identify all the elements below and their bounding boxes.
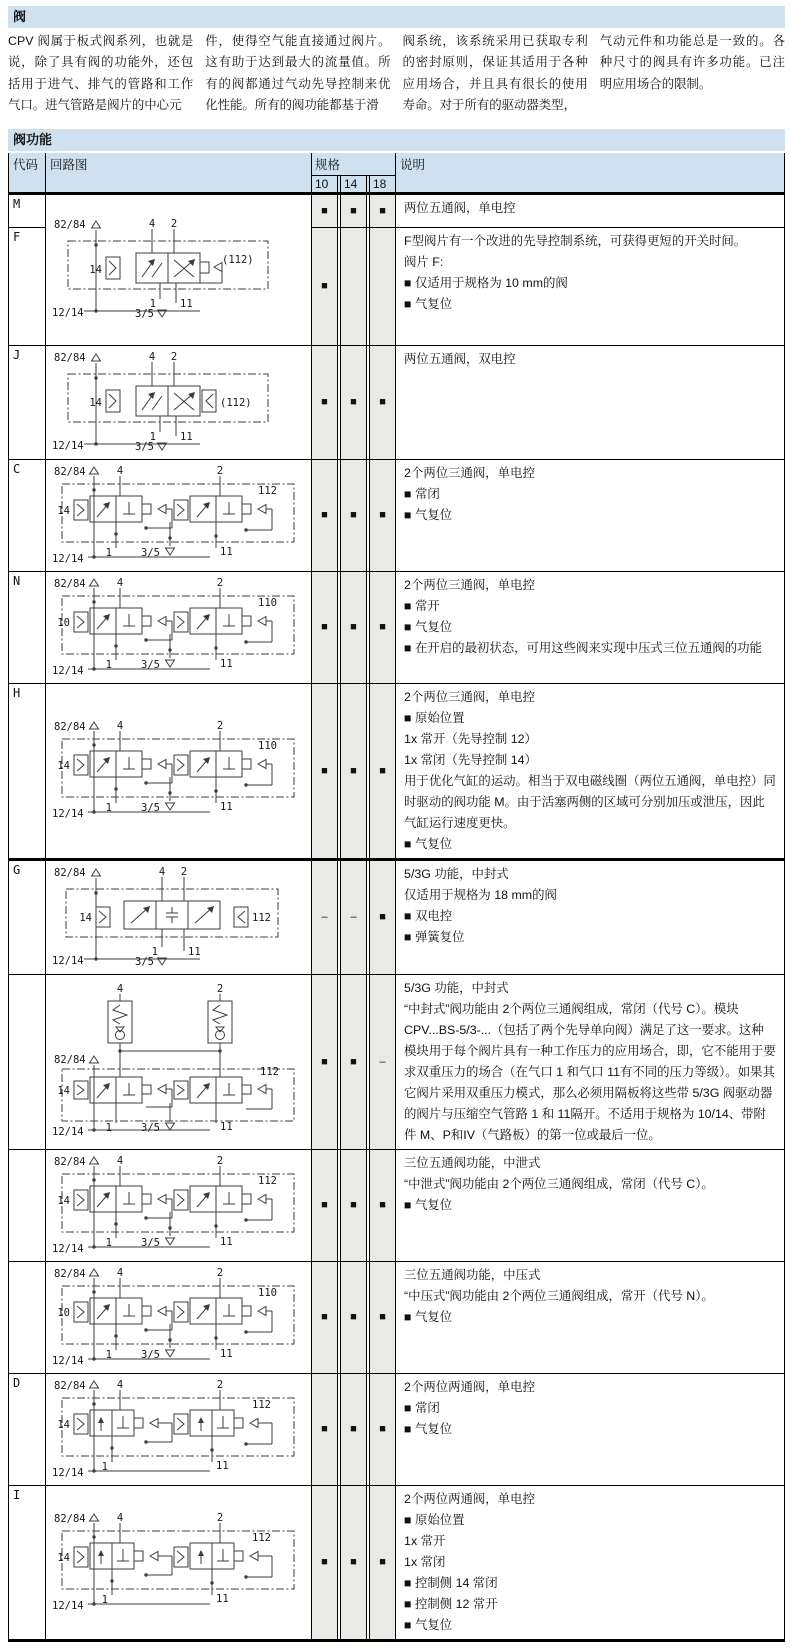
svg-text:82/84: 82/84 bbox=[54, 577, 86, 590]
circuit-diagram bbox=[46, 1373, 312, 1485]
desc-line: 仅适用于规格为 18 mm的阀 bbox=[404, 887, 557, 902]
valve-row-C bbox=[9, 459, 785, 571]
desc-line: “中泄式”阀功能由 2个两位三通阀组成，常闭（代号 C）。 bbox=[404, 1176, 714, 1191]
svg-text:4: 4 bbox=[116, 983, 124, 996]
svg-text:3/5: 3/5 bbox=[141, 1348, 160, 1361]
svg-text:2: 2 bbox=[216, 1154, 224, 1167]
spec-size-14: ■ bbox=[341, 571, 367, 683]
svg-text:3/5: 3/5 bbox=[135, 955, 154, 967]
svg-text:3/5: 3/5 bbox=[141, 658, 160, 671]
row-description bbox=[396, 1149, 785, 1261]
desc-line: 1x 常开（先导控制 12） bbox=[404, 731, 537, 746]
circuit-diagram bbox=[46, 683, 312, 859]
svg-text:2: 2 bbox=[216, 1378, 224, 1391]
svg-text:11: 11 bbox=[220, 545, 233, 558]
circuit-diagram bbox=[46, 459, 312, 571]
desc-line: ■ 气复位 bbox=[404, 507, 453, 522]
desc-line: ■ 气复位 bbox=[404, 1309, 453, 1324]
svg-text:12/14: 12/14 bbox=[52, 439, 84, 452]
circuit-diagram-svg bbox=[50, 1376, 306, 1478]
desc-line: ■ 常闭 bbox=[404, 486, 440, 501]
desc-line: ■ 常闭 bbox=[404, 1400, 440, 1415]
svg-text:11: 11 bbox=[188, 945, 201, 958]
spec-size-18: ■ bbox=[370, 459, 396, 571]
svg-text:82/84: 82/84 bbox=[54, 866, 86, 879]
svg-text:112: 112 bbox=[252, 911, 271, 924]
desc-line: 三位五通阀功能，中压式 bbox=[404, 1267, 541, 1282]
spec-size-14: ■ bbox=[341, 193, 367, 227]
circuit-diagram bbox=[46, 1261, 312, 1373]
svg-text:14: 14 bbox=[79, 911, 92, 924]
circuit-diagram bbox=[46, 571, 312, 683]
spec-size-14: ■ bbox=[341, 1149, 367, 1261]
svg-text:(112): (112) bbox=[222, 254, 254, 267]
svg-text:11: 11 bbox=[220, 657, 233, 670]
desc-line: 用于优化气缸的运动。相当于双电磁线圈（两位五通阀，单电控）同时驱动的阀功能 M。由于活塞两侧的区域可分别加压或泄压，因此气缸运行速度更快。 bbox=[404, 773, 776, 830]
svg-text:3/5: 3/5 bbox=[141, 1122, 160, 1135]
desc-line: F型阀片有一个改进的先导控制系统，可获得更短的开关时间。 bbox=[404, 233, 747, 248]
svg-text:11: 11 bbox=[180, 430, 193, 443]
desc-line: 2个两位三通阀，单电控 bbox=[404, 465, 535, 480]
svg-text:11: 11 bbox=[220, 1235, 233, 1248]
desc-line: 5/3G 功能，中封式 bbox=[404, 980, 509, 995]
spec-size-14: ■ bbox=[341, 459, 367, 571]
desc-line: ■ 气复位 bbox=[404, 836, 453, 851]
desc-line: 1x 常闭 bbox=[404, 1554, 446, 1569]
desc-line: 阀片 F: bbox=[404, 254, 444, 269]
row-code: M bbox=[9, 193, 46, 227]
row-description bbox=[396, 227, 785, 345]
svg-text:1: 1 bbox=[151, 945, 158, 958]
row-description bbox=[396, 683, 785, 859]
circuit-diagram-svg bbox=[50, 1509, 306, 1611]
svg-text:14: 14 bbox=[57, 1085, 70, 1098]
svg-text:14: 14 bbox=[57, 760, 70, 773]
svg-text:2: 2 bbox=[216, 1511, 224, 1524]
spec-size-18: ■ bbox=[370, 1261, 396, 1373]
svg-text:12/14: 12/14 bbox=[52, 1354, 84, 1366]
svg-text:11: 11 bbox=[220, 1121, 233, 1134]
svg-text:14: 14 bbox=[57, 504, 70, 517]
spec-size-10: ■ bbox=[312, 227, 338, 345]
circuit-diagram-svg bbox=[50, 1264, 306, 1366]
row-description bbox=[396, 571, 785, 683]
svg-text:110: 110 bbox=[258, 1286, 277, 1299]
svg-text:1: 1 bbox=[105, 1122, 112, 1135]
svg-text:82/84: 82/84 bbox=[54, 1379, 86, 1392]
spec-size-18: ■ bbox=[370, 1149, 396, 1261]
desc-line: 2个两位两通阀，单电控 bbox=[404, 1379, 535, 1394]
svg-text:12/14: 12/14 bbox=[52, 1599, 84, 1611]
row-description bbox=[396, 459, 785, 571]
row-code: I bbox=[9, 1485, 46, 1640]
row-code bbox=[9, 1261, 46, 1373]
desc-line: 2个两位三通阀，单电控 bbox=[404, 689, 535, 704]
desc-line: ■ 常开 bbox=[404, 598, 440, 613]
svg-text:112: 112 bbox=[252, 1398, 271, 1411]
desc-line: ■ 控制侧 14 常闭 bbox=[404, 1575, 498, 1590]
svg-text:12/14: 12/14 bbox=[52, 307, 84, 320]
svg-text:4: 4 bbox=[116, 464, 124, 477]
spec-size-14: ■ bbox=[341, 1261, 367, 1373]
svg-text:1: 1 bbox=[149, 298, 156, 311]
spec-size-14: ■ bbox=[341, 1373, 367, 1485]
svg-text:112: 112 bbox=[258, 1174, 277, 1187]
svg-text:82/84: 82/84 bbox=[54, 465, 86, 478]
desc-line: ■ 双电控 bbox=[404, 908, 453, 923]
row-code: G bbox=[9, 859, 46, 974]
svg-text:2: 2 bbox=[216, 720, 224, 733]
svg-text:2: 2 bbox=[216, 464, 224, 477]
desc-line: 2个两位两通阀，单电控 bbox=[404, 1491, 535, 1506]
svg-text:12/14: 12/14 bbox=[52, 552, 84, 564]
svg-text:12/14: 12/14 bbox=[52, 808, 84, 820]
circuit-diagram-svg bbox=[50, 462, 306, 564]
valve-row-N bbox=[9, 571, 785, 683]
row-description bbox=[396, 345, 785, 459]
row-code: N bbox=[9, 571, 46, 683]
svg-text:11: 11 bbox=[220, 1347, 233, 1360]
svg-text:14: 14 bbox=[57, 1194, 70, 1207]
circuit-diagram-svg bbox=[50, 981, 306, 1137]
circuit-diagram bbox=[46, 1149, 312, 1261]
svg-text:14: 14 bbox=[57, 1418, 70, 1431]
spec-size-14 bbox=[341, 227, 367, 345]
svg-text:12/14: 12/14 bbox=[52, 954, 84, 967]
desc-line: 1x 常开 bbox=[404, 1533, 446, 1548]
spec-size-14: ■ bbox=[341, 683, 367, 859]
svg-text:82/84: 82/84 bbox=[54, 1155, 86, 1168]
svg-text:4: 4 bbox=[158, 865, 166, 878]
desc-line: “中压式”阀功能由 2个两位三通阀组成，常开（代号 N）。 bbox=[404, 1288, 714, 1303]
desc-line: ■ 原始位置 bbox=[404, 1512, 465, 1527]
spec-size-14: ■ bbox=[341, 974, 367, 1149]
row-description bbox=[396, 1485, 785, 1640]
header-code: 代码 bbox=[9, 153, 46, 194]
circuit-diagram-svg bbox=[50, 215, 306, 319]
svg-text:3/5: 3/5 bbox=[141, 1236, 160, 1249]
intro-text bbox=[8, 31, 785, 117]
valve-row bbox=[9, 1261, 785, 1373]
circuit-diagram bbox=[46, 859, 312, 974]
svg-text:110: 110 bbox=[258, 740, 277, 753]
svg-text:4: 4 bbox=[116, 1511, 124, 1524]
circuit-diagram-svg bbox=[50, 1152, 306, 1254]
valve-row-I bbox=[9, 1485, 785, 1640]
desc-line: ■ 气复位 bbox=[404, 296, 453, 311]
valve-row-D bbox=[9, 1373, 785, 1485]
svg-text:11: 11 bbox=[216, 1459, 229, 1472]
svg-text:1: 1 bbox=[105, 546, 112, 559]
svg-text:1: 1 bbox=[149, 430, 156, 443]
spec-size-18: ■ bbox=[370, 859, 396, 974]
valve-row-H bbox=[9, 683, 785, 859]
circuit-diagram bbox=[46, 345, 312, 459]
intro-col-1: CPV 阀属于板式阀系列，也就是说，除了具有阀的功能外，还包括用于进气、排气的管路和工作气口。进气管路是阀片的中心元 bbox=[8, 34, 194, 113]
spec-size-18: ■ bbox=[370, 193, 396, 227]
desc-line: ■ 控制侧 12 常开 bbox=[404, 1596, 498, 1611]
svg-text:2: 2 bbox=[216, 983, 224, 996]
valve-row-G bbox=[9, 859, 785, 974]
svg-text:14: 14 bbox=[89, 396, 102, 409]
svg-text:1: 1 bbox=[105, 1236, 112, 1249]
spec-size-18: ■ bbox=[370, 571, 396, 683]
row-code: H bbox=[9, 683, 46, 859]
svg-text:12/14: 12/14 bbox=[52, 664, 84, 676]
svg-text:2: 2 bbox=[170, 218, 178, 231]
spec-size-10: ■ bbox=[312, 345, 338, 459]
circuit-diagram-svg bbox=[50, 574, 306, 676]
header-size-18: 18 bbox=[370, 175, 396, 193]
svg-text:1: 1 bbox=[105, 1348, 112, 1361]
spec-size-18: ■ bbox=[370, 683, 396, 859]
valve-table-rows bbox=[9, 193, 785, 1640]
svg-text:12/14: 12/14 bbox=[52, 1126, 84, 1138]
desc-line: ■ 弹簧复位 bbox=[404, 929, 465, 944]
svg-text:4: 4 bbox=[116, 576, 124, 589]
row-description bbox=[396, 859, 785, 974]
svg-text:2: 2 bbox=[216, 1266, 224, 1279]
svg-text:4: 4 bbox=[116, 1154, 124, 1167]
header-spec: 规格 bbox=[312, 153, 396, 176]
svg-text:1: 1 bbox=[105, 658, 112, 671]
svg-text:4: 4 bbox=[116, 1378, 124, 1391]
svg-text:4: 4 bbox=[116, 720, 124, 733]
desc-line: 三位五通阀功能，中泄式 bbox=[404, 1155, 541, 1170]
svg-text:3/5: 3/5 bbox=[135, 308, 154, 320]
desc-line: 5/3G 功能，中封式 bbox=[404, 866, 509, 881]
spec-size-18 bbox=[370, 227, 396, 345]
valve-row bbox=[9, 1149, 785, 1261]
svg-text:82/84: 82/84 bbox=[54, 1512, 86, 1525]
desc-line: 1x 常闭（先导控制 14） bbox=[404, 752, 537, 767]
svg-text:(112): (112) bbox=[220, 396, 252, 409]
desc-line: “中封式”阀功能由 2个两位三通阀组成，常闭（代号 C）。模块 CPV...BS-5/3-...（包括了两个先导单向阀）满足了这一要求。这种模块用于每个阀片具有一种工作压力的应用场合，即，它不能用于要求双重压力的场合（在气口 1 和气口 11有不同的压力等级）。如果其它阀片采用双重压力模式，那么必须用隔板将这些带 5/3G 阀驱动器的阀片与压缩空气管路 1 和 11隔开。不适用于规格为 10/14、带附件 M、P和IV（气路板）的第一位或最后一位。 bbox=[404, 1001, 776, 1142]
row-description bbox=[396, 193, 785, 227]
svg-text:82/84: 82/84 bbox=[54, 219, 86, 232]
row-code: F bbox=[9, 227, 46, 345]
spec-size-14: ■ bbox=[341, 1485, 367, 1640]
circuit-diagram bbox=[46, 193, 312, 345]
spec-size-14: ■ bbox=[341, 345, 367, 459]
svg-text:2: 2 bbox=[180, 865, 188, 878]
svg-text:12/14: 12/14 bbox=[52, 1242, 84, 1254]
spec-size-10: ■ bbox=[312, 1485, 338, 1640]
desc-line: ■ 仅适用于规格为 10 mm的阀 bbox=[404, 275, 568, 290]
row-code: D bbox=[9, 1373, 46, 1485]
row-description bbox=[396, 1261, 785, 1373]
svg-text:82/84: 82/84 bbox=[54, 351, 86, 364]
spec-size-10: ■ bbox=[312, 193, 338, 227]
svg-text:112: 112 bbox=[260, 1066, 279, 1079]
desc-line: 两位五通阀，双电控 bbox=[404, 351, 516, 366]
svg-text:82/84: 82/84 bbox=[54, 1054, 86, 1067]
valve-function-table bbox=[8, 153, 785, 1642]
row-description bbox=[396, 974, 785, 1149]
row-description bbox=[396, 1373, 785, 1485]
spec-size-10: ■ bbox=[312, 459, 338, 571]
svg-text:82/84: 82/84 bbox=[54, 1267, 86, 1280]
svg-text:12/14: 12/14 bbox=[52, 1466, 84, 1478]
intro-col-3: 阀系统，该系统采用已获取专利的密封原则，保证其适用于各种应用场合，并且具有很长的使用寿命。对于所有的驱动器类型， bbox=[402, 34, 588, 113]
svg-text:2: 2 bbox=[216, 576, 224, 589]
svg-text:11: 11 bbox=[180, 298, 193, 311]
spec-size-18: ■ bbox=[370, 345, 396, 459]
svg-text:1: 1 bbox=[101, 1460, 108, 1473]
circuit-diagram bbox=[46, 1485, 312, 1640]
svg-text:3/5: 3/5 bbox=[141, 546, 160, 559]
svg-text:1: 1 bbox=[105, 802, 112, 815]
spec-size-18: ■ bbox=[370, 1485, 396, 1640]
header-size-10: 10 bbox=[312, 175, 338, 193]
desc-line: ■ 气复位 bbox=[404, 1617, 453, 1632]
intro-col-4: 气动元件和功能总是一致的。各种尺寸的阀具有许多功能。已注明应用场合的限制。 bbox=[599, 34, 785, 91]
svg-text:82/84: 82/84 bbox=[54, 721, 86, 734]
desc-line: 两位五通阀，单电控 bbox=[404, 200, 516, 215]
svg-text:110: 110 bbox=[258, 596, 277, 609]
desc-line: ■ 气复位 bbox=[404, 619, 453, 634]
row-code: J bbox=[9, 345, 46, 459]
section-title-valve: 阀 bbox=[8, 6, 785, 28]
valve-row bbox=[9, 974, 785, 1149]
svg-text:11: 11 bbox=[220, 801, 233, 814]
desc-line: ■ 气复位 bbox=[404, 1197, 453, 1212]
desc-line: 2个两位三通阀，单电控 bbox=[404, 577, 535, 592]
svg-text:1: 1 bbox=[101, 1593, 108, 1606]
svg-text:3/5: 3/5 bbox=[141, 802, 160, 815]
svg-text:3/5: 3/5 bbox=[135, 440, 154, 452]
svg-text:14: 14 bbox=[57, 1551, 70, 1564]
spec-size-10: ■ bbox=[312, 683, 338, 859]
svg-text:4: 4 bbox=[116, 1266, 124, 1279]
table-header bbox=[9, 153, 785, 194]
svg-text:10: 10 bbox=[57, 1306, 70, 1319]
spec-size-18: – bbox=[370, 974, 396, 1149]
spec-size-18: ■ bbox=[370, 1373, 396, 1485]
svg-text:2: 2 bbox=[170, 350, 178, 363]
spec-size-10: ■ bbox=[312, 1373, 338, 1485]
desc-line: ■ 气复位 bbox=[404, 1421, 453, 1436]
circuit-diagram-svg bbox=[50, 717, 306, 819]
desc-line: ■ 在开启的最初状态，可用这些阀来实现中压式三位五通阀的功能 bbox=[404, 640, 762, 655]
intro-col-2: 件，使得空气能直接通过阀片。这有助于达到最大的流量值。所有的阀都通过气动先导控制来优化性能。所有的阀功能都基于滑 bbox=[205, 34, 391, 113]
section-title-valve-functions: 阀功能 bbox=[8, 129, 785, 151]
circuit-diagram bbox=[46, 974, 312, 1149]
spec-size-10: ■ bbox=[312, 974, 338, 1149]
desc-line: ■ 原始位置 bbox=[404, 710, 465, 725]
svg-text:11: 11 bbox=[216, 1592, 229, 1605]
spec-size-10: ■ bbox=[312, 571, 338, 683]
svg-text:4: 4 bbox=[148, 218, 156, 231]
valve-row-J bbox=[9, 345, 785, 459]
svg-text:112: 112 bbox=[252, 1531, 271, 1544]
row-code: C bbox=[9, 459, 46, 571]
svg-text:112: 112 bbox=[258, 484, 277, 497]
valve-row-M bbox=[9, 193, 785, 227]
header-diagram: 回路图 bbox=[46, 153, 312, 194]
svg-text:10: 10 bbox=[57, 616, 70, 629]
row-code bbox=[9, 1149, 46, 1261]
header-size-14: 14 bbox=[341, 175, 367, 193]
spec-size-14: – bbox=[341, 859, 367, 974]
svg-text:14: 14 bbox=[89, 264, 102, 277]
header-description: 说明 bbox=[396, 153, 785, 194]
spec-size-10: ■ bbox=[312, 1261, 338, 1373]
spec-size-10: ■ bbox=[312, 1149, 338, 1261]
row-code bbox=[9, 974, 46, 1149]
svg-text:4: 4 bbox=[148, 350, 156, 363]
spec-size-10: – bbox=[312, 859, 338, 974]
circuit-diagram-svg bbox=[50, 348, 306, 452]
circuit-diagram-svg bbox=[50, 863, 306, 967]
